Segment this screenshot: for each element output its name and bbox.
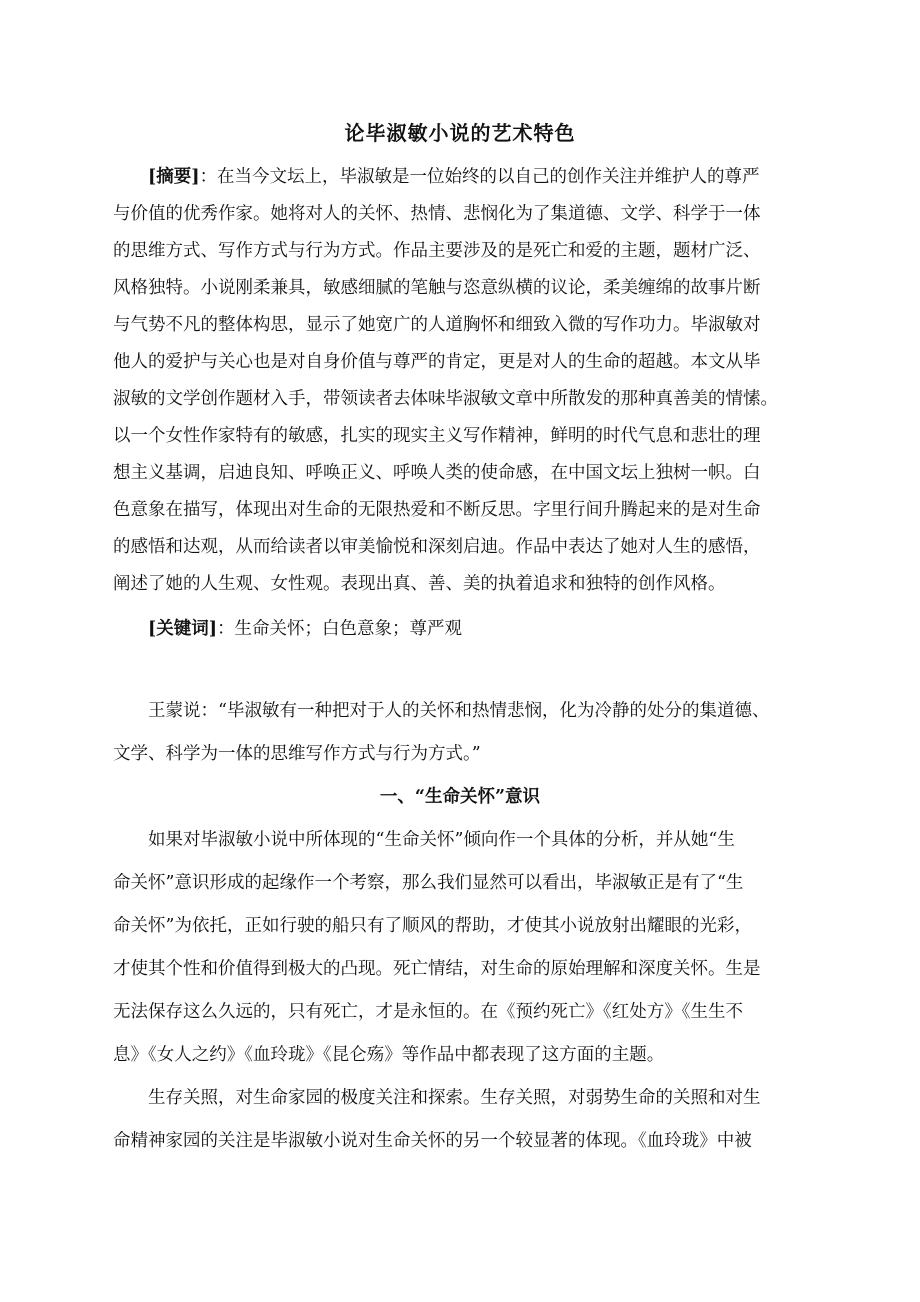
section-para1-line-4: 才使其个性和价值得到极大的凸现。死亡情结，对生命的原始理解和深度关怀。生是: [113, 959, 761, 979]
keywords-label: [关键词]: [148, 619, 218, 639]
abstract-line-8: 以一个女性作家特有的敏感，扎实的现实主义写作精神，鲜明的时代气息和悲壮的理: [113, 426, 761, 446]
section-para1-line-5: 无法保存这么久远的，只有死亡，才是永恒的。在《预约死亡》《红处方》《生生不: [113, 1002, 743, 1022]
abstract-line-6: 他人的爱护与关心也是对自身价值与尊严的肯定，更是对人的生命的超越。本文从毕: [113, 352, 761, 372]
section-para1-line-3: 命关怀”为依托，正如行驶的船只有了顺风的帮助，才使其小说放射出耀眼的光彩，: [113, 916, 752, 936]
abstract-line-11: 的感悟和达观，从而给读者以审美愉悦和深刻启迪。作品中表达了她对人生的感悟，: [113, 537, 761, 557]
abstract-line-1: [148, 160, 760, 194]
abstract-line-7: 淑敏的文学创作题材入手，带领读者去体味毕淑敏文章中所散发的那种真善美的情愫。: [113, 389, 778, 409]
keywords-line: [148, 612, 462, 646]
section-para1-line-6: 息》《女人之约》《血玲珑》《昆仑殇》等作品中都表现了这方面的主题。: [113, 1045, 665, 1065]
section-para2-line-2: 命精神家园的关注是毕淑敏小说对生命关怀的另一个较显著的体现。《血玲珑》中被: [113, 1131, 752, 1151]
abstract-line-2: 与价值的优秀作家。她将对人的关怀、热情、悲悯化为了集道德、文学、科学于一体: [113, 204, 761, 224]
keywords-text: ：生命关怀；白色意象；尊严观: [217, 619, 463, 639]
abstract-line-3: 的思维方式、写作方式与行为方式。作品主要涉及的是死亡和爱的主题，题材广泛、: [113, 241, 761, 261]
section-para1-line-2: 命关怀”意识形成的起缘作一个考察，那么我们显然可以看出，毕淑敏正是有了“生: [113, 873, 744, 893]
quote-line-2: 文学、科学为一体的思维写作方式与行为方式。”: [113, 744, 481, 764]
quote-line-1: 王蒙说：“毕淑敏有一种把对于人的关怀和热情悲悯，化为冷静的处分的集道德、: [148, 701, 770, 721]
section-para2-line-1: 生存关照，对生命家园的极度关注和探索。生存关照，对弱势生命的关照和对生: [148, 1088, 761, 1108]
abstract-line-5: 与气势不凡的整体构思，显示了她宽广的人道胸怀和细致入微的写作功力。毕淑敏对: [113, 315, 761, 335]
abstract-line-9: 想主义基调，启迪良知、呼唤正义、呼唤人类的使命感，在中国文坛上独树一帜。白: [113, 463, 761, 483]
abstract-line-10: 色意象在描写，体现出对生命的无限热爱和不断反思。字里行间升腾起来的是对生命: [113, 500, 761, 520]
document-title: 论毕淑敏小说的艺术特色: [344, 121, 576, 145]
section-para1-line-1: 如果对毕淑敏小说中所体现的“生命关怀”倾向作一个具体的分析，并从她“生: [148, 830, 735, 850]
abstract-line-12: 阐述了她的人生观、女性观。表现出真、善、美的执着追求和独特的创作风格。: [113, 574, 726, 594]
abstract-line-4: 风格独特。小说刚柔兼具，敏感细腻的笔触与恣意纵横的议论，柔美缠绵的故事片断: [113, 278, 761, 298]
section-heading: 一、“生命关怀”意识: [379, 787, 541, 807]
abstract-line-1-text: ：在当今文坛上，毕淑敏是一位始终的以自己的创作关注并维护人的尊严: [199, 167, 760, 187]
abstract-label: [摘要]: [148, 167, 200, 187]
